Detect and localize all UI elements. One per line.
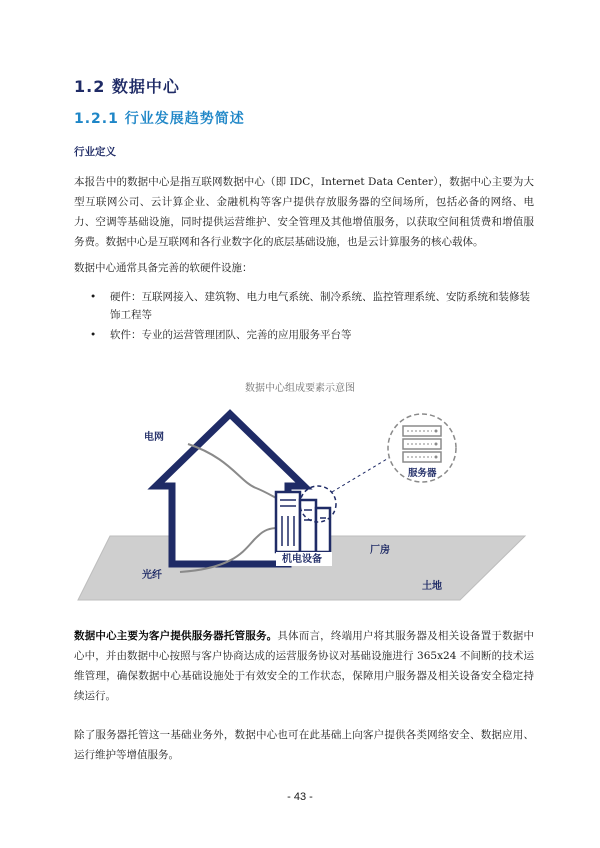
bullet-marker: • bbox=[90, 291, 97, 303]
grid-label: 电网 bbox=[144, 432, 164, 443]
list-item-text: 软件：专业的运营管理团队、完善的应用服务平台等 bbox=[110, 329, 352, 341]
building-label: 厂房 bbox=[370, 545, 390, 556]
value-added-paragraph: 除了服务器托管这一基础业务外，数据中心也可在此基础上向客户提供各类网络安全、数据应用、运行维护等增值服务。 bbox=[74, 729, 534, 761]
hosting-lead: 数据中心主要为客户提供服务器托管服务。 bbox=[74, 630, 278, 642]
fiber-label: 光纤 bbox=[142, 570, 162, 581]
list-item-text: 硬件：互联网接入、建筑物、电力电气系统、制冷系统、监控管理系统、安防系统和装修装饰工程等 bbox=[110, 291, 530, 321]
land-label: 土地 bbox=[422, 581, 442, 592]
figure-title: 数据中心组成要素示意图 bbox=[245, 383, 355, 394]
zoom-connector bbox=[332, 456, 392, 492]
list-item bbox=[90, 288, 534, 324]
definition-paragraph: 本报告中的数据中心是指互联网数据中心（即 IDC，Internet Data Center），数据中心主要为大型互联网公司、云计算企业、金融机构等客户提供存放服务器的空间场所，包括必备的网络、电力、空调等基础设施，同时提供运营维护、安全管理及其他增值服务，以获取空间租赁费和增值服务费。数据中心是互联网和各行业数字化的底层基础设施，也是云计算服务的核心载体。 bbox=[74, 176, 534, 248]
page-number: - 43 - bbox=[287, 791, 313, 803]
section-heading: 1.2 数据中心 bbox=[74, 77, 180, 96]
mep-label: 机电设备 bbox=[282, 554, 322, 565]
list-item bbox=[90, 326, 534, 344]
hosting-paragraph bbox=[74, 626, 534, 706]
facilities-list bbox=[90, 288, 534, 346]
server-label: 服务器 bbox=[408, 468, 437, 479]
hosting-body: 具体而言，终端用户将其服务器及相关设备置于数据中心中，并由数据中心按照与客户协商达成的运营服务协议对基础设施进行 365x24 不间断的技术运维管理，确保数据中心基础设施处于有效安全的工作状态，保障用户服务器及相关设备安全稳定持续运行。 bbox=[74, 630, 535, 702]
subsection-heading: 1.2.1 行业发展趋势简述 bbox=[74, 111, 245, 127]
facilities-intro: 数据中心通常具备完善的软硬件设施： bbox=[74, 262, 253, 274]
bullet-marker: • bbox=[90, 329, 97, 341]
server-rack-icon bbox=[403, 426, 441, 462]
datacenter-diagram bbox=[70, 396, 530, 608]
topic-label: 行业定义 bbox=[74, 146, 116, 158]
